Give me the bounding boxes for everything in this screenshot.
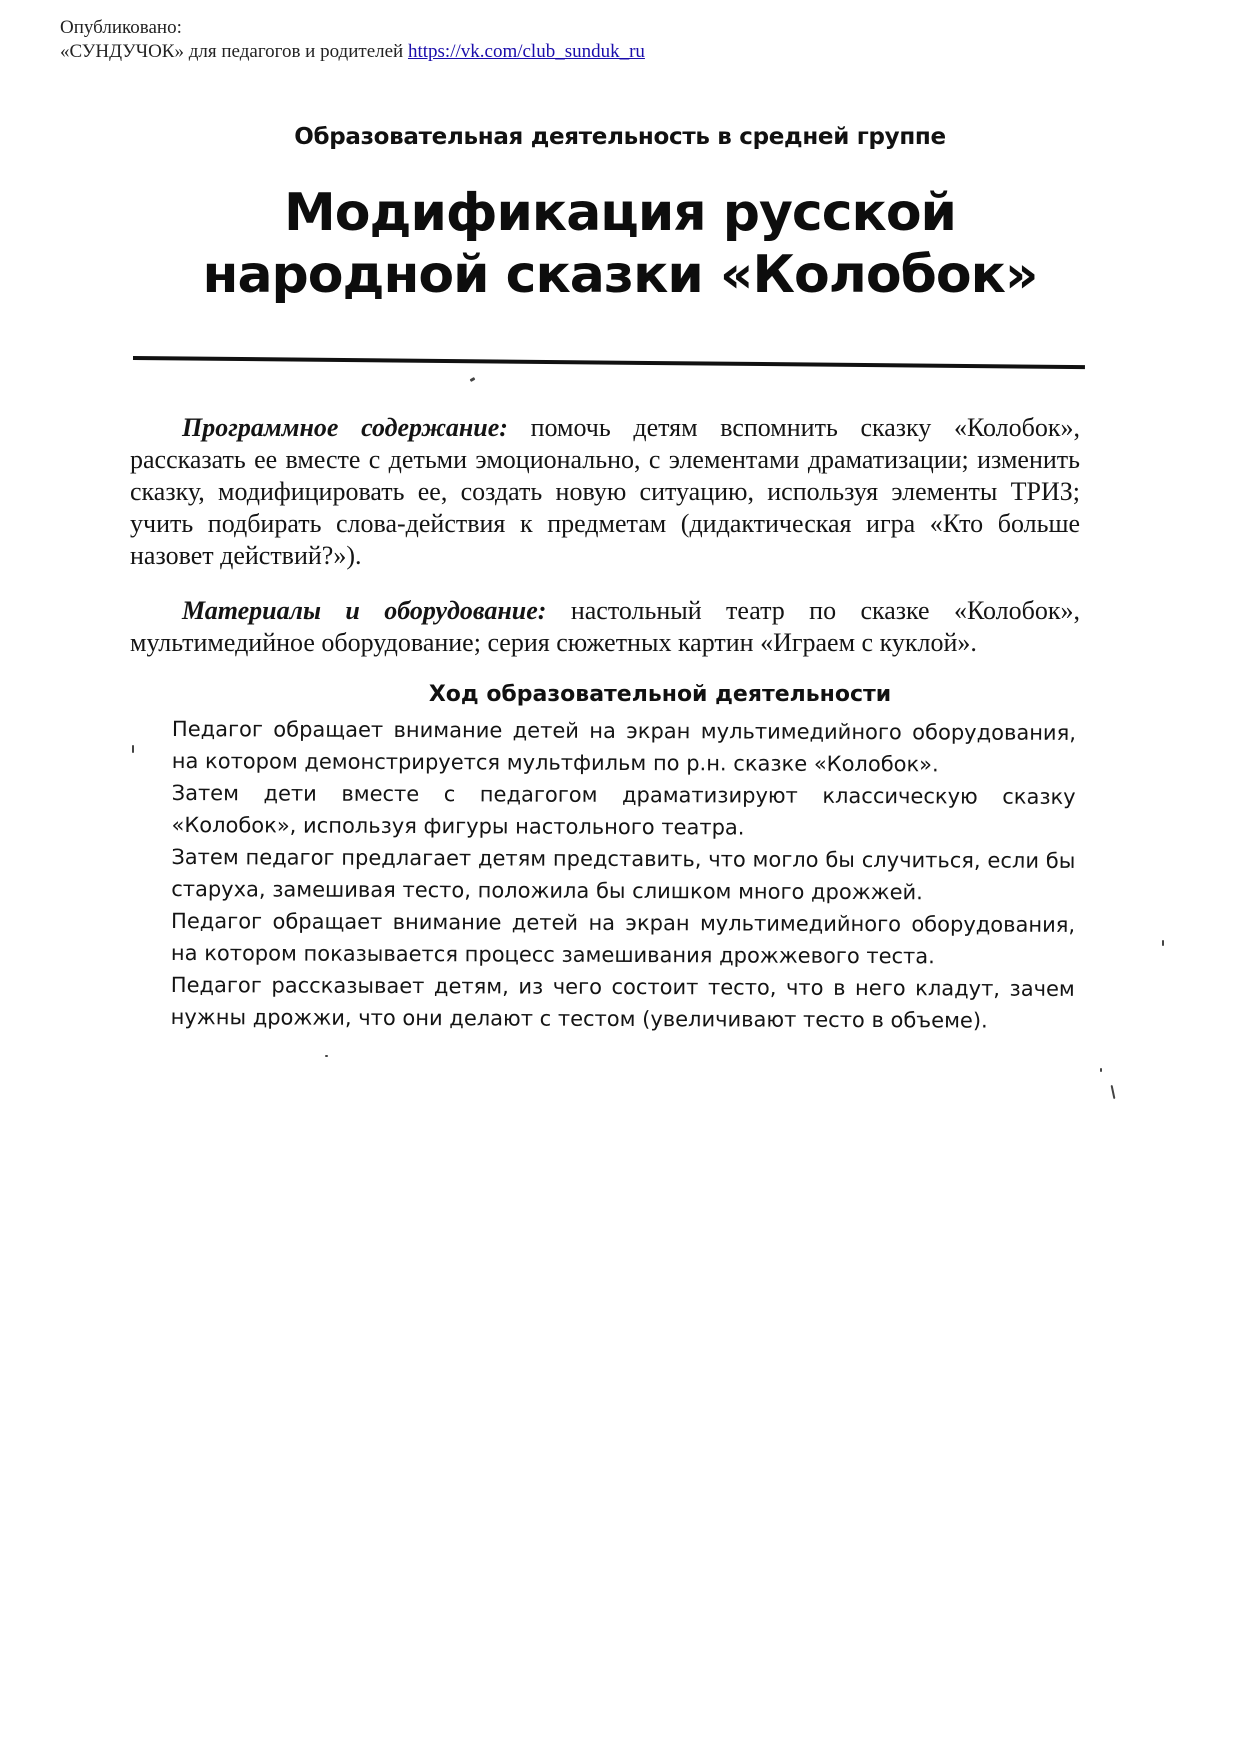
published-label: Опубликовано: <box>60 17 182 38</box>
section-heading: Ход образовательной деятельности <box>428 682 892 707</box>
materials-label: Материалы и оборудование: <box>182 596 547 625</box>
scan-speck <box>1100 1068 1102 1072</box>
materials-paragraph <box>130 595 1080 659</box>
lesson-paragraph: Затем дети вместе с педагогом драматизируют классическую сказку «Колобок», используя фигуры настольного театра. <box>171 780 1076 840</box>
program-content-label: Программное содержание: <box>182 413 508 442</box>
publisher-line <box>60 40 645 64</box>
scan-speck <box>1162 940 1164 946</box>
document-subtitle: Образовательная деятельность в средней группе <box>294 124 946 150</box>
title-line-1: Модификация русской <box>283 183 956 243</box>
lesson-paragraph: Затем педагог предлагает детям представить, что могло бы случиться, если бы старуха, замешивая тесто, положила бы слишком много дрожжей. <box>171 844 1076 905</box>
scan-speck <box>1111 1085 1116 1099</box>
title-divider <box>133 356 1085 369</box>
publisher-link[interactable]: https://vk.com/club_sunduk_ru <box>407 41 645 62</box>
publication-note <box>60 16 645 64</box>
materials-text: настольный театр по сказке «Колобок», мультимедийное оборудование; серия сюжетных картин «Играем с куклой». <box>130 596 1081 657</box>
lesson-paragraph: Педагог обращает внимание детей на экран мультимедийного оборудования, на котором демонстрируется мультфильм по р.н. сказке «Колобок». <box>171 716 1076 777</box>
program-content-text: помочь детям вспомнить сказку «Колобок», рассказать ее вместе с детьми эмоционально, с элементами драматизации; изменить сказку, модифицировать ее, создать новую ситуацию, используя элементы ТРИЗ; учить подбирать слова-действия к предметам (дидактическая игра «Кто больше назовет действий?»). <box>130 413 1081 570</box>
scan-speck <box>132 745 134 753</box>
document-title <box>0 182 1240 306</box>
program-content-paragraph <box>130 412 1080 572</box>
lesson-paragraph: Педагог обращает внимание детей на экран мультимедийного оборудования, на котором показывается процесс замешивания дрожжевого теста. <box>170 908 1076 969</box>
scan-speck <box>325 1055 328 1057</box>
lesson-body <box>171 713 1076 1037</box>
title-line-2: народной сказки «Колобок» <box>202 245 1038 305</box>
lesson-paragraph: Педагог рассказывает детям, из чего состоит тесто, что в него кладут, зачем нужны дрожжи, что они делают с тестом (увеличивают тесто в объеме). <box>170 972 1075 1033</box>
scan-speck <box>470 377 476 382</box>
publisher-text: «СУНДУЧОК» для педагогов и родителей <box>60 41 404 62</box>
